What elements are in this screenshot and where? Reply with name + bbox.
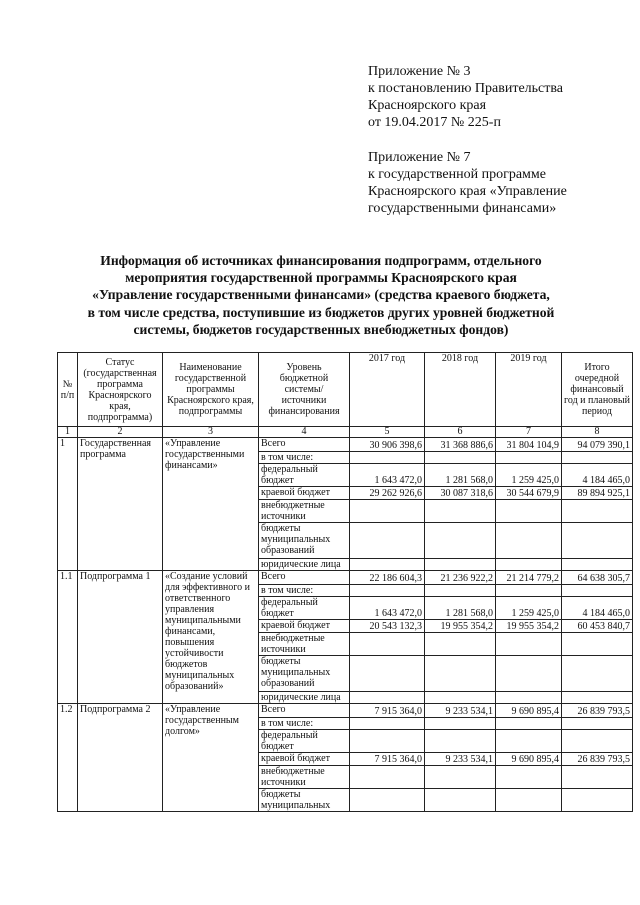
value-cell-total: 4 184 465,0 (562, 464, 633, 487)
column-number: 1 (58, 427, 78, 438)
column-number: 2 (78, 427, 163, 438)
value-cell-v2017: 1 643 472,0 (350, 597, 425, 620)
value-cell-v2018 (425, 559, 496, 571)
value-cell-total: 60 453 840,7 (562, 620, 633, 633)
value-cell-v2019: 30 544 679,9 (496, 487, 562, 500)
value-cell-v2018 (425, 730, 496, 753)
value-cell-v2017 (350, 452, 425, 464)
row-level: в том числе: (259, 718, 350, 730)
value-cell-v2018: 1 281 568,0 (425, 464, 496, 487)
appendix-3-line: от 19.04.2017 № 225-п (368, 115, 501, 130)
value-cell-v2017 (350, 766, 425, 789)
value-cell-total (562, 692, 633, 704)
value-cell-v2019 (496, 633, 562, 656)
value-cell-v2019: 19 955 354,2 (496, 620, 562, 633)
value-cell-v2018 (425, 656, 496, 692)
appendix-7-line: Приложение № 7 (368, 150, 471, 165)
value-cell-total (562, 500, 633, 523)
value-cell-total: 26 839 793,5 (562, 753, 633, 766)
value-cell-v2018: 31 368 886,6 (425, 438, 496, 452)
title-line: «Управление государственными финансами» (средства краевого бюджета, (92, 287, 550, 303)
header-level: Уровень бюджетной системы/ источники финансирования (259, 353, 350, 427)
row-status: Подпрограмма 1 (78, 571, 163, 704)
value-cell-total (562, 523, 633, 559)
title-line: Информация об источниках финансирования подпрограмм, отдельного (100, 253, 542, 268)
row-level: бюджеты муниципальных образований (259, 523, 350, 559)
value-cell-v2018 (425, 585, 496, 597)
appendix-3-line: к постановлению Правительства (368, 81, 564, 96)
value-cell-v2019 (496, 692, 562, 704)
row-level: в том числе: (259, 452, 350, 464)
appendix-7-line: государственными финансами» (368, 201, 557, 216)
header-total: Итого очередной финансовый год и плановый период (562, 353, 633, 427)
column-number: 3 (163, 427, 259, 438)
value-cell-v2018: 30 087 318,6 (425, 487, 496, 500)
table-body (58, 438, 633, 812)
value-cell-v2017 (350, 523, 425, 559)
table-row (58, 704, 633, 718)
value-cell-v2017: 7 915 364,0 (350, 704, 425, 718)
row-level: Всего (259, 571, 350, 585)
value-cell-v2017: 1 643 472,0 (350, 464, 425, 487)
value-cell-v2019: 9 690 895,4 (496, 704, 562, 718)
row-level: внебюджетные источники (259, 766, 350, 789)
appendix-7-line: к государственной программе (368, 167, 546, 182)
row-number: 1.1 (58, 571, 78, 704)
row-status: Государственная программа (78, 438, 163, 571)
row-level: бюджеты муниципальных (259, 789, 350, 812)
value-cell-total (562, 730, 633, 753)
value-cell-v2019 (496, 452, 562, 464)
table-row (58, 571, 633, 585)
column-number-row (58, 427, 633, 438)
row-level: краевой бюджет (259, 487, 350, 500)
value-cell-v2017: 20 543 132,3 (350, 620, 425, 633)
value-cell-total (562, 452, 633, 464)
value-cell-v2019 (496, 523, 562, 559)
row-level: краевой бюджет (259, 620, 350, 633)
value-cell-total: 26 839 793,5 (562, 704, 633, 718)
value-cell-v2018 (425, 789, 496, 812)
value-cell-v2019: 31 804 104,9 (496, 438, 562, 452)
financing-table (57, 352, 633, 812)
value-cell-v2018: 21 236 922,2 (425, 571, 496, 585)
value-cell-v2018 (425, 500, 496, 523)
document-title (60, 252, 582, 338)
value-cell-v2019: 21 214 779,2 (496, 571, 562, 585)
value-cell-v2019 (496, 656, 562, 692)
row-name: «Управление государственными финансами» (163, 438, 259, 571)
value-cell-v2017 (350, 718, 425, 730)
value-cell-v2017 (350, 656, 425, 692)
title-line: системы, бюджетов государственных внебюджетных фондов) (133, 321, 509, 337)
row-number: 1.2 (58, 704, 78, 812)
appendix-7-line: Красноярского края «Управление (368, 184, 567, 199)
value-cell-v2018 (425, 523, 496, 559)
value-cell-v2019 (496, 500, 562, 523)
row-level: федеральный бюджет (259, 730, 350, 753)
value-cell-v2017 (350, 585, 425, 597)
value-cell-v2017: 22 186 604,3 (350, 571, 425, 585)
value-cell-v2019 (496, 766, 562, 789)
row-level: внебюджетные источники (259, 633, 350, 656)
value-cell-v2019: 1 259 425,0 (496, 464, 562, 487)
row-level: внебюджетные источники (259, 500, 350, 523)
row-level: юридические лица (259, 559, 350, 571)
value-cell-v2019: 9 690 895,4 (496, 753, 562, 766)
value-cell-v2018 (425, 452, 496, 464)
row-number: 1 (58, 438, 78, 571)
value-cell-total (562, 718, 633, 730)
value-cell-v2017 (350, 692, 425, 704)
value-cell-total: 64 638 305,7 (562, 571, 633, 585)
row-level: федеральный бюджет (259, 597, 350, 620)
appendix-3-line: Приложение № 3 (368, 64, 471, 79)
value-cell-total (562, 789, 633, 812)
value-cell-v2017 (350, 559, 425, 571)
value-cell-v2017 (350, 789, 425, 812)
header-status: Статус (государственная программа Красноярского края, подпрограмма) (78, 353, 163, 427)
value-cell-total: 4 184 465,0 (562, 597, 633, 620)
value-cell-v2019 (496, 559, 562, 571)
row-level: краевой бюджет (259, 753, 350, 766)
row-level: в том числе: (259, 585, 350, 597)
row-status: Подпрограмма 2 (78, 704, 163, 812)
value-cell-v2019 (496, 730, 562, 753)
header-2019: 2019 год (496, 353, 562, 427)
value-cell-v2017 (350, 730, 425, 753)
value-cell-v2018: 9 233 534,1 (425, 753, 496, 766)
value-cell-v2018: 1 281 568,0 (425, 597, 496, 620)
column-number: 5 (350, 427, 425, 438)
value-cell-v2017: 29 262 926,6 (350, 487, 425, 500)
row-level: Всего (259, 704, 350, 718)
header-2017: 2017 год (350, 353, 425, 427)
value-cell-total: 94 079 390,1 (562, 438, 633, 452)
value-cell-v2017 (350, 500, 425, 523)
value-cell-v2018 (425, 692, 496, 704)
value-cell-total (562, 766, 633, 789)
value-cell-total (562, 559, 633, 571)
header-2018: 2018 год (425, 353, 496, 427)
table-row (58, 438, 633, 452)
value-cell-v2018: 9 233 534,1 (425, 704, 496, 718)
row-level: юридические лица (259, 692, 350, 704)
column-number: 8 (562, 427, 633, 438)
title-line: в том числе средства, поступившие из бюджетов других уровней бюджетной (87, 304, 555, 320)
value-cell-v2017: 7 915 364,0 (350, 753, 425, 766)
appendix-3-line: Красноярского края (368, 98, 487, 113)
row-level: Всего (259, 438, 350, 452)
table-header-row (58, 353, 633, 427)
value-cell-v2018 (425, 633, 496, 656)
value-cell-v2018 (425, 766, 496, 789)
header-num: № п/п (58, 353, 78, 427)
value-cell-total (562, 585, 633, 597)
value-cell-v2019 (496, 718, 562, 730)
column-number: 6 (425, 427, 496, 438)
value-cell-total: 89 894 925,1 (562, 487, 633, 500)
value-cell-total (562, 656, 633, 692)
value-cell-total (562, 633, 633, 656)
value-cell-v2017 (350, 633, 425, 656)
value-cell-v2018 (425, 718, 496, 730)
row-level: бюджеты муниципальных образований (259, 656, 350, 692)
column-number: 7 (496, 427, 562, 438)
header-name: Наименование государственной программы Красноярского края, подпрограммы (163, 353, 259, 427)
row-name: «Создание условий для эффективного и ответственного управления муниципальными финансами, повышения устойчивости бюджетов муниципальных образований» (163, 571, 259, 704)
appendix-7-block (368, 149, 567, 217)
column-number: 4 (259, 427, 350, 438)
value-cell-v2019 (496, 585, 562, 597)
value-cell-v2017: 30 906 398,6 (350, 438, 425, 452)
value-cell-v2019: 1 259 425,0 (496, 597, 562, 620)
value-cell-v2019 (496, 789, 562, 812)
row-level: федеральный бюджет (259, 464, 350, 487)
title-line: мероприятия государственной программы Красноярского края (125, 270, 517, 286)
appendix-3-block (368, 63, 563, 131)
row-name: «Управление государственным долгом» (163, 704, 259, 812)
value-cell-v2018: 19 955 354,2 (425, 620, 496, 633)
